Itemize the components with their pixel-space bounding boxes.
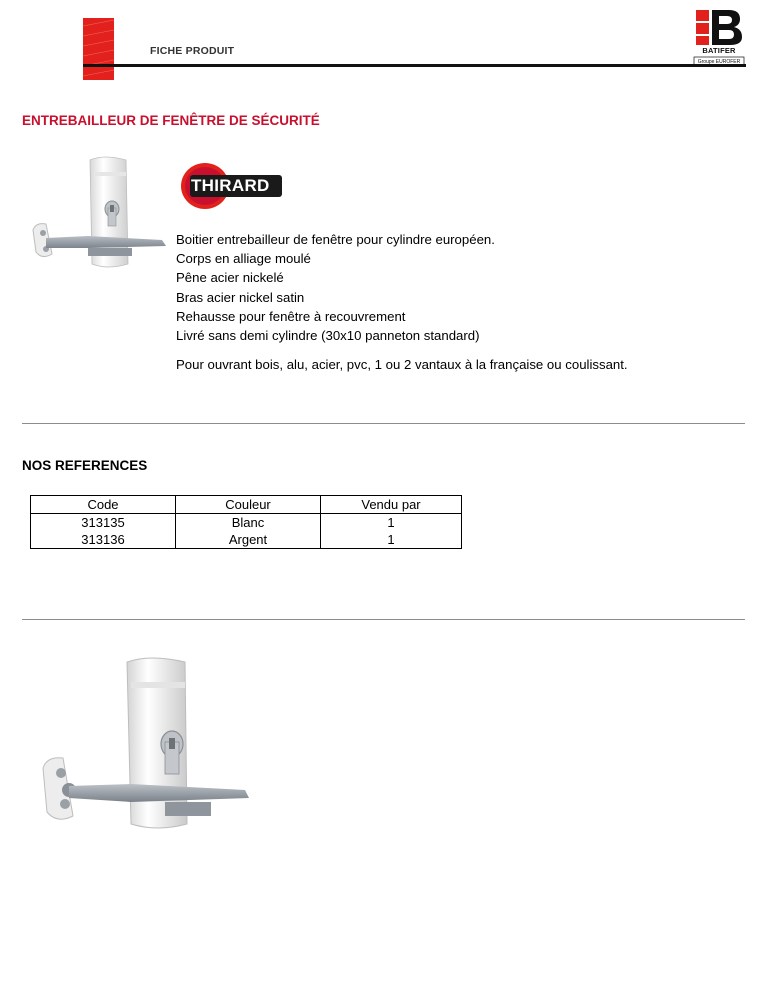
cell-code: 313135 [31,514,176,532]
divider-top [22,423,745,424]
header-label: FICHE PRODUIT [150,45,235,57]
product-image-large [35,652,275,852]
batifer-brand-sub: Groupe EUROFER [697,59,741,65]
cell-vendu-par: 1 [321,531,462,549]
feature-item: Livré sans demi cylindre (30x10 panneton standard) [176,328,480,344]
feature-item: Corps en alliage moulé [176,251,311,267]
table-row [31,531,462,549]
cell-couleur: Argent [176,531,321,549]
column-header-couleur: Couleur [176,496,321,514]
feature-item: Boitier entrebailleur de fenêtre pour cylindre européen. [176,232,495,247]
table-row [31,514,462,532]
product-image-small [28,152,178,282]
feature-item: Rehausse pour fenêtre à recouvrement [176,308,406,324]
column-header-code: Code [31,496,176,514]
product-title: ENTREBAILLEUR DE FENÊTRE DE SÉCURITÉ [22,113,320,128]
batifer-brand-name: BATIFER [702,46,736,55]
header-rule [83,64,746,67]
references-heading: NOS REFERENCES [22,458,148,473]
cell-vendu-par: 1 [321,514,462,532]
feature-list [176,230,495,345]
cell-code: 313136 [31,531,176,549]
thirard-logo-text: THIRARD [191,176,270,195]
table-header-row [31,496,462,514]
references-table [30,495,462,549]
feature-item: Pêne acier nickelé [176,270,284,286]
column-header-vendu-par: Vendu par [321,496,462,514]
header-red-block [83,18,114,80]
divider-bottom [22,619,745,620]
feature-item: Bras acier nickel satin [176,289,305,305]
usage-text: Pour ouvrant bois, alu, acier, pvc, 1 ou 2 vantaux à la française ou coulissant. [176,357,628,372]
cell-couleur: Blanc [176,514,321,532]
